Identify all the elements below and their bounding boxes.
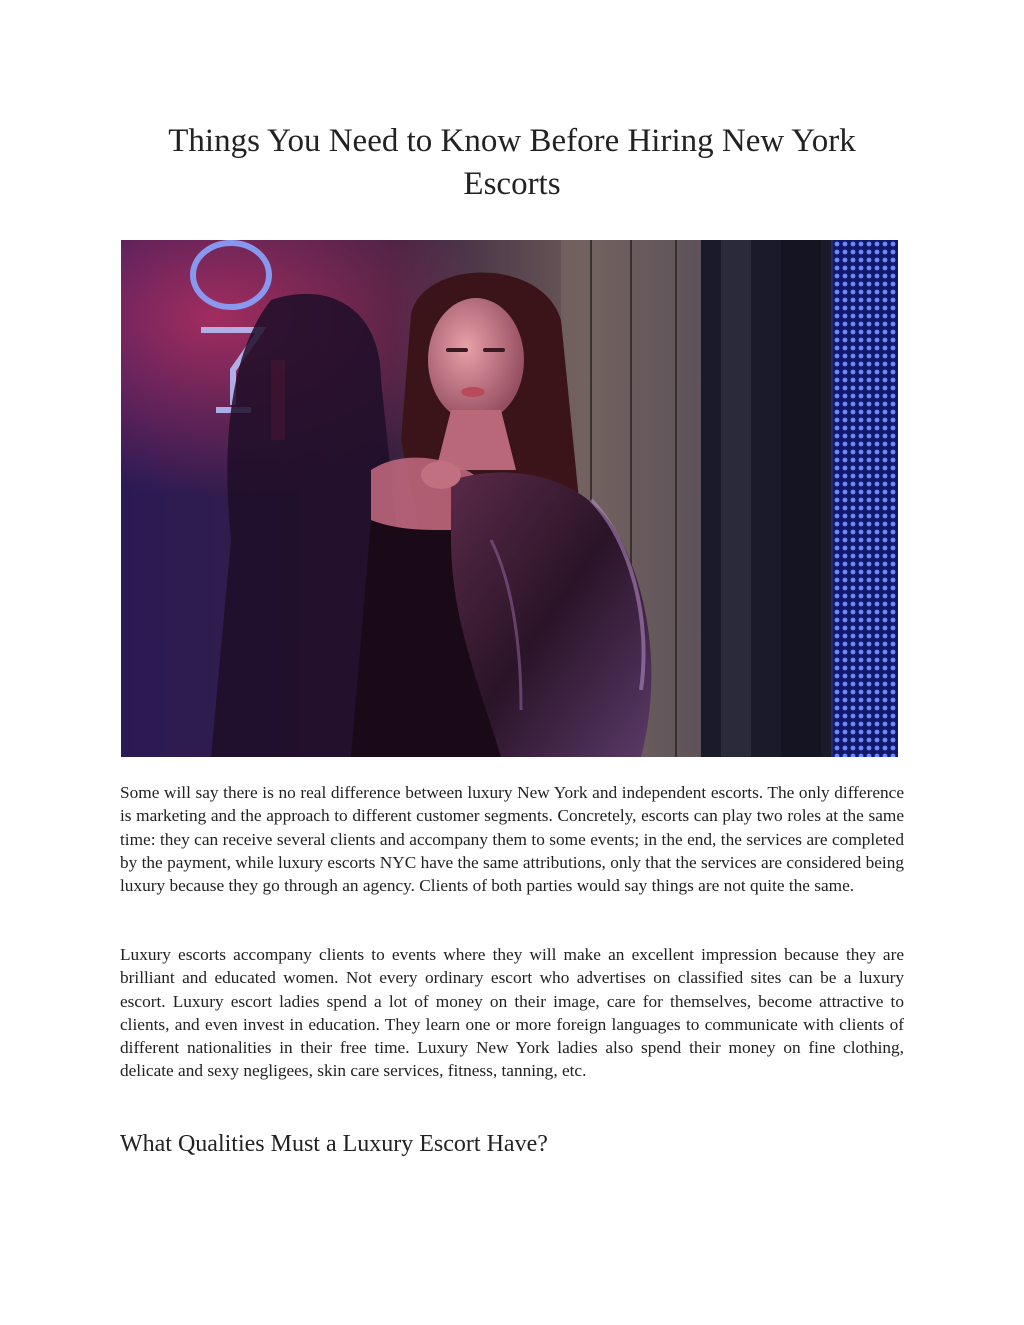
body-paragraph-1: Some will say there is no real difference between luxury New York and independent escorts. The only difference is marketing and the approach to different customer segments. Concretely, escorts can play two roles at the same time: they can receive several clients and accompany them to some events; in the end, the services are completed by the payment, while luxury escorts NYC have the same attributions, only that the services are considered being luxury because they go through an agency. Clients of both parties would say things are not quite the same.	[120, 783, 904, 896]
page-title: Things You Need to Know Before Hiring New York Escorts	[168, 123, 856, 202]
hero-photo-illustration	[121, 240, 898, 757]
hero-photo	[121, 240, 898, 757]
section-heading: What Qualities Must a Luxury Escort Have?	[120, 1131, 548, 1157]
body-paragraph-2: Luxury escorts accompany clients to events where they will make an excellent impression because they are brilliant and educated women. Not every ordinary escort who advertises on classified sites can be a luxury escort. Luxury escort ladies spend a lot of money on their image, care for themselves, become attractive to clients, and even invest in education. They learn one or more foreign languages to communicate with clients of different nationalities in their free time. Luxury New York ladies also spend their money on fine clothing, delicate and sexy negligees, skin care services, fitness, tanning, etc.	[120, 945, 904, 1081]
